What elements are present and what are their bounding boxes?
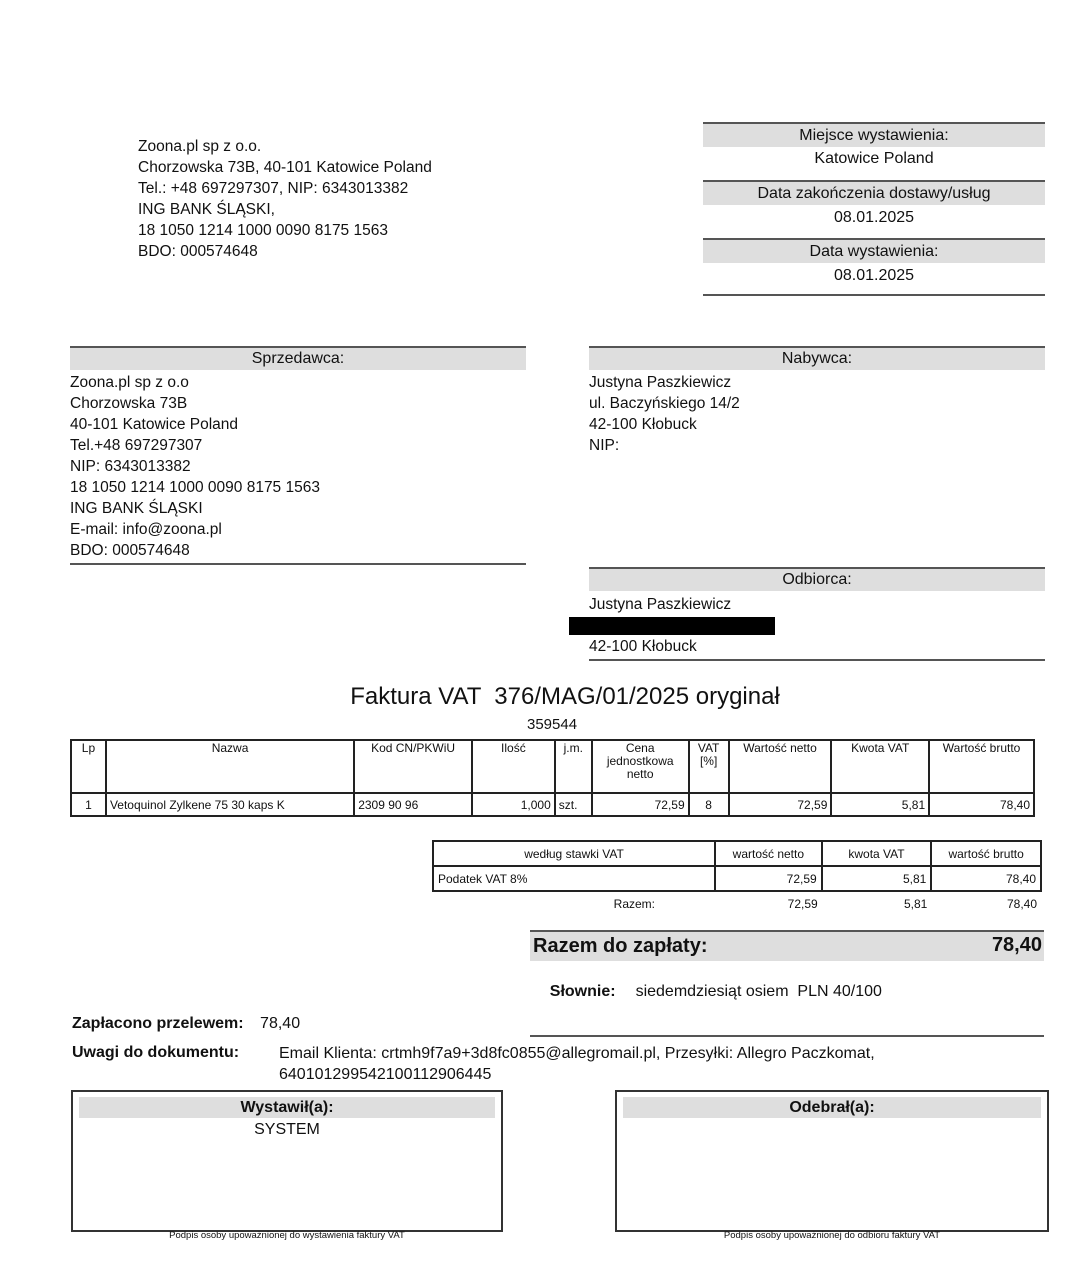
issuer-line: Tel.: +48 697297307, NIP: 6343013382 (138, 180, 409, 197)
paid-value: 78,40 (260, 1015, 301, 1032)
table-row (433, 866, 1041, 891)
buyer-block (589, 346, 1045, 456)
notes-value (279, 1043, 875, 1085)
recipient-city: 42-100 Kłobuck (589, 638, 697, 655)
amount-due (530, 930, 1044, 1037)
issued-by-value: SYSTEM (254, 1121, 320, 1138)
table-row (71, 793, 1034, 816)
cell-net: 72,59 (729, 793, 832, 816)
place-label: Miejsce wystawienia: (703, 124, 1045, 147)
seller-line: BDO: 000574648 (70, 542, 190, 559)
invoice-title: Faktura VAT 376/MAG/01/2025 oryginał (350, 683, 780, 710)
cell-qty: 1,000 (472, 793, 555, 816)
vat-summary-table (432, 840, 1042, 915)
col-header: Nazwa (106, 740, 354, 793)
vat-col-header: kwota VAT (822, 841, 932, 866)
buyer-line: NIP: (589, 437, 620, 454)
vat-col-header: według stawki VAT (433, 841, 715, 866)
cell-lp: 1 (71, 793, 106, 816)
cell-gross: 78,40 (929, 793, 1034, 816)
issued-by-box (71, 1090, 503, 1232)
received-by-box (615, 1090, 1049, 1232)
cell-vat-rate: 8 (689, 793, 729, 816)
vat-rate-label: Podatek VAT 8% (433, 866, 715, 891)
recipient-name: Justyna Paszkiewicz (589, 596, 732, 613)
col-header: Ilość (472, 740, 555, 793)
paid-row (72, 1015, 300, 1033)
in-words-label: Słownie: (549, 983, 616, 1000)
amount-due-value: 78,40 (991, 934, 1042, 956)
recipient-block (589, 567, 1045, 661)
col-header: Lp (71, 740, 106, 793)
delivery-date-value: 08.01.2025 (833, 209, 915, 226)
buyer-label: Nabywca: (589, 348, 1045, 370)
issued-by-label: Wystawił(a): (79, 1097, 495, 1118)
vat-net: 72,59 (715, 866, 822, 891)
vat-amount: 5,81 (822, 866, 932, 891)
issuer-block (138, 136, 432, 262)
seller-block (70, 346, 526, 565)
issuer-line: Zoona.pl sp z o.o. (138, 138, 262, 155)
vat-total-label: Razem: (613, 896, 655, 911)
issuer-line: Chorzowska 73B, 40-101 Katowice Poland (138, 159, 432, 176)
col-header: Wartość netto (729, 740, 832, 793)
issue-date-label: Data wystawienia: (703, 240, 1045, 263)
vat-col-header: wartość netto (715, 841, 822, 866)
vat-total-gross: 78,40 (1006, 896, 1037, 911)
cell-unit: szt. (555, 793, 592, 816)
notes-line: Email Klienta: crtmh9f7a9+3d8fc0855@allegromail.pl, Przesyłki: Allegro Paczkomat, (279, 1045, 875, 1062)
cell-code: 2309 90 96 (354, 793, 472, 816)
issuer-line: 18 1050 1214 1000 0090 8175 1563 (138, 222, 388, 239)
seller-line: Zoona.pl sp z o.o (70, 374, 189, 391)
col-header: j.m. (555, 740, 592, 793)
seller-line: 18 1050 1214 1000 0090 8175 1563 (70, 479, 320, 496)
items-header-row (71, 740, 1034, 793)
received-by-caption: Podpis osoby upoważnionej do odbioru faktury VAT (723, 1230, 941, 1241)
issue-date-value: 08.01.2025 (833, 267, 915, 284)
place-value: Katowice Poland (814, 150, 934, 167)
vat-total-amount: 5,81 (903, 896, 928, 911)
redacted-address (569, 617, 775, 635)
col-header: Cena jednostkowa netto (592, 740, 689, 793)
cell-name: Vetoquinol Zylkene 75 30 kaps K (106, 793, 354, 816)
cell-vat: 5,81 (831, 793, 929, 816)
issuer-line: ING BANK ŚLĄSKI, (138, 201, 275, 218)
vat-col-header: wartość brutto (931, 841, 1041, 866)
col-header: Kwota VAT (831, 740, 929, 793)
cell-unit-price: 72,59 (592, 793, 689, 816)
issuer-line: BDO: 000574648 (138, 243, 258, 260)
invoice-number: 359544 (527, 716, 578, 733)
received-by-label: Odebrał(a): (623, 1097, 1041, 1118)
paid-label: Zapłacono przelewem: (72, 1015, 244, 1032)
col-header: Kod CN/PKWiU (354, 740, 472, 793)
issued-by-caption: Podpis osoby upoważnionej do wystawienia faktury VAT (169, 1230, 405, 1241)
col-header: VAT [%] (689, 740, 729, 793)
in-words-value: siedemdziesiąt osiem PLN 40/100 (635, 983, 882, 1000)
seller-label: Sprzedawca: (70, 348, 526, 370)
buyer-line: ul. Baczyńskiego 14/2 (589, 395, 740, 412)
seller-line: E-mail: info@zoona.pl (70, 521, 222, 538)
vat-total-row (433, 891, 1041, 915)
notes-line: 640101299542100112906445 (279, 1066, 492, 1083)
buyer-line: Justyna Paszkiewicz (589, 374, 732, 391)
col-header: Wartość brutto (929, 740, 1034, 793)
seller-line: Chorzowska 73B (70, 395, 188, 412)
seller-line: NIP: 6343013382 (70, 458, 191, 475)
seller-line: ING BANK ŚLĄSKI (70, 500, 203, 517)
buyer-line: 42-100 Kłobuck (589, 416, 697, 433)
seller-line: Tel.+48 697297307 (70, 437, 203, 454)
vat-gross: 78,40 (931, 866, 1041, 891)
delivery-date-label: Data zakończenia dostawy/usług (703, 182, 1045, 205)
recipient-label: Odbiorca: (589, 569, 1045, 591)
invoice-meta (703, 122, 1045, 296)
seller-line: 40-101 Katowice Poland (70, 416, 239, 433)
amount-due-label: Razem do zapłaty: (533, 935, 708, 957)
items-table (70, 739, 1035, 817)
notes-label: Uwagi do dokumentu: (72, 1044, 240, 1061)
vat-header-row (433, 841, 1041, 866)
vat-total-net: 72,59 (787, 896, 818, 911)
